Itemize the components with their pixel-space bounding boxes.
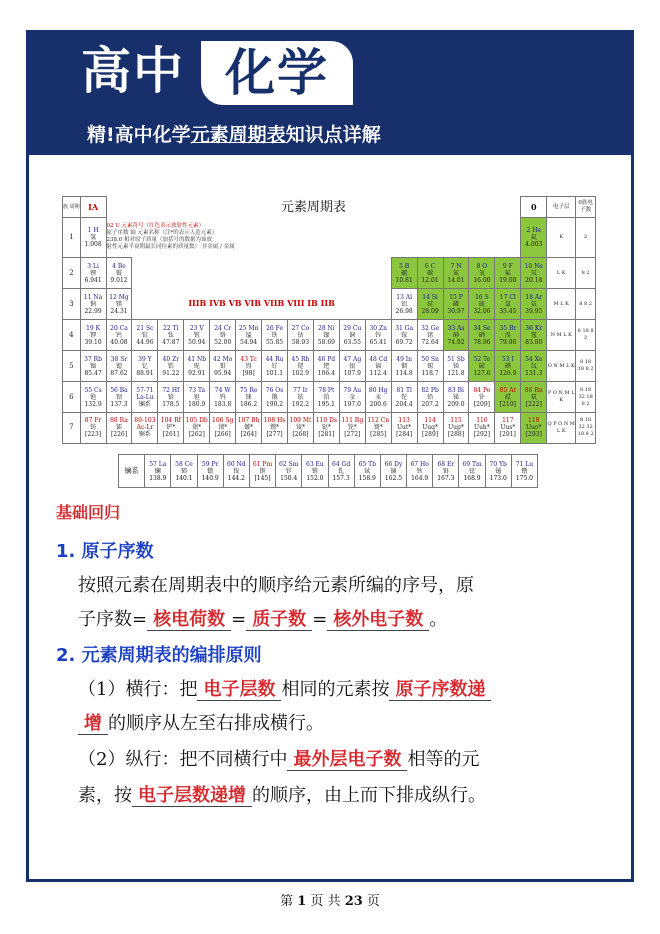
element-cell: 34 Se 硒 78.96 <box>469 320 495 351</box>
element-cell: 40 Zr 锆 91.22 <box>158 351 184 382</box>
element-cell: 33 As 砷 74.92 <box>443 320 469 351</box>
element-cell: 45 Rh 铑 102.9 <box>288 351 314 382</box>
rule-row-line2: 增 的顺序从左至右排成横行。 <box>78 706 324 742</box>
electron-list: 8 2 <box>576 258 596 289</box>
element-cell: 87 Fr 钫 [223] <box>80 412 106 443</box>
lanthanide-cell: 64 Gd 钆 157.3 <box>328 455 354 488</box>
element-cell: 27 Co 钴 58.93 <box>288 320 314 351</box>
element-cell: 111 Rg 𬬭* [272] <box>339 412 365 443</box>
lanthanide-cell: 68 Er 铒 167.3 <box>433 455 459 488</box>
answer-shell-increase: 电子层数递增 <box>132 785 252 807</box>
section-basic-title: 基础回归 <box>56 503 121 522</box>
shell-list: P O N M L K <box>547 382 576 413</box>
element-cell: 28 Ni 镍 58.69 <box>313 320 339 351</box>
period-number: 1 <box>63 218 81 258</box>
element-cell: 75 Re 铼 186.2 <box>236 382 262 413</box>
element-cell: 50 Sn 锡 118.7 <box>417 351 443 382</box>
period-number: 7 <box>63 412 81 443</box>
element-cell: 38 Sr 锶 87.62 <box>106 351 132 382</box>
element-cell: 26 Fe 铁 55.85 <box>262 320 288 351</box>
element-cell: 41 Nb 铌 92.91 <box>184 351 210 382</box>
element-cell: 6 C 碳 12.01 <box>417 258 443 289</box>
answer-nuclear-charge: 核电荷数 <box>147 609 231 631</box>
element-cell: 5 B 硼 10.81 <box>391 258 417 289</box>
lanthanide-table <box>118 454 538 488</box>
periodic-title: 元素周期表 <box>280 199 346 215</box>
element-cell: 2 He 氦 4.003 <box>521 218 547 258</box>
element-cell: 107 Bh 𬭛* [264] <box>236 412 262 443</box>
element-cell: 113 Uut* [284] <box>391 412 417 443</box>
element-cell: 106 Sg 𬭳* [266] <box>210 412 236 443</box>
element-cell: 88 Ra 镭 [226] <box>106 412 132 443</box>
title-gaozhong: 高中 <box>81 42 185 100</box>
element-cell: 16 S 硫 32.06 <box>469 289 495 320</box>
period-number: 6 <box>63 382 81 413</box>
element-cell: 11 Na 钠 22.99 <box>80 289 106 320</box>
page-footer: 第 1 页 共 23 页 <box>280 894 380 909</box>
element-cell: 25 Mn 锰 54.94 <box>236 320 262 351</box>
element-cell: 44 Ru 钌 101.1 <box>262 351 288 382</box>
periodic-table <box>62 196 596 444</box>
shell-list: Q P O N M L K <box>547 412 576 443</box>
element-cell: 24 Cr 铬 52.00 <box>210 320 236 351</box>
group-label: 0 <box>521 197 547 218</box>
element-cell: 13 Al 铝 26.98 <box>391 289 417 320</box>
element-cell: 15 P 磷 30.97 <box>443 289 469 320</box>
electron-list: 8 18 18 8 2 <box>576 351 596 382</box>
element-cell: 7 N 氮 14.01 <box>443 258 469 289</box>
element-cell: 112 Cn 鿔* [285] <box>365 412 391 443</box>
element-cell: 8 O 氧 16.00 <box>469 258 495 289</box>
section1-line2: 子序数= 核电荷数 = 质子数 = 核外电子数 。 <box>78 609 448 630</box>
element-cell: 20 Ca 钙 40.08 <box>106 320 132 351</box>
element-cell: 46 Pd 钯 106.4 <box>313 351 339 382</box>
rule-col-line1: （2）纵行：把不同横行中 最外层电子数 相等的元 <box>78 749 480 770</box>
lanthanide-cell: 70 Yb 镱 173.0 <box>485 455 511 488</box>
element-cell: 115 Uup* [288] <box>443 412 469 443</box>
element-cell: 109 Mt 鿏* [268] <box>288 412 314 443</box>
electron-list: 8 8 2 <box>576 289 596 320</box>
element-cell: 80 Hg 汞 200.6 <box>365 382 391 413</box>
lanthanide-label: 镧系 <box>119 455 145 488</box>
element-cell: 10 Ne 氖 20.18 <box>521 258 547 289</box>
electron-list: 2 <box>576 218 596 258</box>
lanthanide-cell: 61 Pm 钷 [145] <box>249 455 275 488</box>
period-number: 5 <box>63 351 81 382</box>
lanthanide-cell: 59 Pr 镨 140.9 <box>197 455 223 488</box>
element-cell: 57-71 La-Lu 镧系 <box>132 382 158 413</box>
lanthanide-cell: 63 Eu 铕 152.0 <box>302 455 328 488</box>
blank-region: IIIB IVB VB VIB VIIB VIII IB IIB <box>188 298 335 309</box>
element-cell: 17 Cl 氯 35.45 <box>495 289 521 320</box>
element-cell: 43 Tc 锝 [98] <box>236 351 262 382</box>
element-cell: 31 Ga 镓 69.72 <box>391 320 417 351</box>
element-cell: 116 Uuh* [292] <box>469 412 495 443</box>
element-cell: 78 Pt 铂 195.1 <box>313 382 339 413</box>
element-cell: 42 Mo 钼 95.94 <box>210 351 236 382</box>
lanthanide-cell: 65 Tb 铽 158.9 <box>354 455 380 488</box>
rule-col-line2: 素，按 电子层数递增 的顺序，由上而下排成纵行。 <box>78 785 486 806</box>
element-cell: 110 Ds 𫟼* [281] <box>313 412 339 443</box>
element-cell: 77 Ir 铱 192.2 <box>288 382 314 413</box>
lanthanide-cell: 60 Nd 钕 144.2 <box>223 455 249 488</box>
subtitle: 精!高中化学元素周期表知识点详解 <box>87 124 381 146</box>
shell-list: K <box>547 218 576 258</box>
element-cell: 108 Hs 𬭶* [277] <box>262 412 288 443</box>
element-cell: 86 Rn 氡 [222] <box>521 382 547 413</box>
header-banner <box>29 33 631 155</box>
element-cell: 105 Db 钳* [262] <box>184 412 210 443</box>
element-cell: 4 Be 铍 9.012 <box>106 258 132 289</box>
element-cell: 21 Sc 钪 44.96 <box>132 320 158 351</box>
electron-list: 8 18 32 32 18 8 2 <box>576 412 596 443</box>
element-cell: 48 Cd 镉 112.4 <box>365 351 391 382</box>
shell-list: O N M L K <box>547 351 576 382</box>
element-cell: 56 Ba 钡 137.3 <box>106 382 132 413</box>
blank-region: 92 U 元素符号（红色表示放射性元素） 原子序数 铀 元素名称（注*的表示人造元素） 238.0 相对原子质量（加括号的数据为该放 射性元素半衰期最长同位素的质量数） 非金属 / 金属 <box>106 223 235 251</box>
element-cell: 73 Ta 钽 180.9 <box>184 382 210 413</box>
element-cell: 47 Ag 银 107.9 <box>339 351 365 382</box>
element-cell: 104 Rf 铲* [261] <box>158 412 184 443</box>
lanthanide-cell: 57 La 镧 138.9 <box>145 455 171 488</box>
element-cell: 49 In 铟 114.8 <box>391 351 417 382</box>
element-cell: 39 Y 钇 88.91 <box>132 351 158 382</box>
element-cell: 3 Li 锂 6.941 <box>80 258 106 289</box>
element-cell: 22 Ti 钛 47.87 <box>158 320 184 351</box>
shell-list: N M L K <box>547 320 576 351</box>
element-cell: 117 Uus* [291] <box>495 412 521 443</box>
period-number: 4 <box>63 320 81 351</box>
element-cell: 114 Uuq* [289] <box>417 412 443 443</box>
element-cell: 30 Zn 锌 65.41 <box>365 320 391 351</box>
period-number: 3 <box>63 289 81 320</box>
corner-label: 族 周期 <box>63 197 81 218</box>
element-cell: 23 V 钒 50.94 <box>184 320 210 351</box>
element-cell: 19 K 钾 39.10 <box>80 320 106 351</box>
shell-header: 电子层 <box>547 197 576 218</box>
lanthanide-cell: 58 Ce 铈 140.1 <box>171 455 197 488</box>
group-label: IA <box>80 197 106 218</box>
period-number: 2 <box>63 258 81 289</box>
shell-list: M L K <box>547 289 576 320</box>
section2-title: 2. 元素周期表的编排原则 <box>56 645 262 666</box>
element-cell: 52 Te 碲 127.6 <box>469 351 495 382</box>
section1-line1: 按照元素在周期表中的顺序给元素所编的序号，原 <box>78 575 474 596</box>
element-cell: 118 Uuo* [293] <box>521 412 547 443</box>
element-cell: 53 I 碘 126.9 <box>495 351 521 382</box>
answer-shell-count: 电子层数 <box>197 679 281 701</box>
lanthanide-cell: 62 Sm 钐 150.4 <box>276 455 302 488</box>
title-huaxue: 化学 <box>201 41 353 105</box>
element-cell: 85 At 砹 [210] <box>495 382 521 413</box>
element-cell: 76 Os 锇 190.2 <box>262 382 288 413</box>
element-cell: 18 Ar 氩 39.95 <box>521 289 547 320</box>
element-cell: 29 Cu 铜 63.55 <box>339 320 365 351</box>
lanthanide-cell: 66 Dy 镝 162.5 <box>380 455 406 488</box>
element-cell: 72 Hf 铪 178.5 <box>158 382 184 413</box>
element-cell: 84 Po 钋 [209] <box>469 382 495 413</box>
element-cell: 36 Kr 氪 83.80 <box>521 320 547 351</box>
answer-protons: 质子数 <box>246 609 312 631</box>
element-cell: 74 W 钨 183.8 <box>210 382 236 413</box>
electron-list: 8 18 8 2 <box>576 320 596 351</box>
element-cell: 79 Au 金 197.0 <box>339 382 365 413</box>
element-cell: 83 Bi 铋 209.0 <box>443 382 469 413</box>
lanthanide-cell: 69 Tm 铥 168.9 <box>459 455 485 488</box>
element-cell: 12 Mg 镁 24.31 <box>106 289 132 320</box>
electron-list: 8 18 32 18 8 2 <box>576 382 596 413</box>
element-cell: 55 Cs 铯 132.9 <box>80 382 106 413</box>
element-cell: 1 H 氢 1.008 <box>80 218 106 258</box>
element-cell: 82 Pb 铅 207.2 <box>417 382 443 413</box>
element-cell: 32 Ge 锗 72.64 <box>417 320 443 351</box>
electron-header: 0族电子数 <box>576 197 596 218</box>
section1-title: 1. 原子序数 <box>56 541 154 562</box>
blank-region <box>132 258 391 289</box>
element-cell: 35 Br 溴 79.90 <box>495 320 521 351</box>
element-cell: 89-103 Ac-Lr 锕系 <box>132 412 158 443</box>
element-cell: 14 Si 硅 28.09 <box>417 289 443 320</box>
answer-electrons: 核外电子数 <box>327 609 429 631</box>
answer-valence-electrons: 最外层电子数 <box>287 749 407 771</box>
rule-row-line1: （1）横行：把 电子层数 相同的元素按 原子序数递 <box>78 672 491 708</box>
shell-list: L K <box>547 258 576 289</box>
element-cell: 54 Xe 氙 131.3 <box>521 351 547 382</box>
element-cell: 51 Sb 锑 121.8 <box>443 351 469 382</box>
element-cell: 81 Tl 铊 204.4 <box>391 382 417 413</box>
answer-atomic-order-a: 原子序数递 <box>389 679 491 701</box>
lanthanide-cell: 67 Ho 钬 164.9 <box>407 455 433 488</box>
element-cell: 9 F 氟 19.00 <box>495 258 521 289</box>
element-cell: 37 Rb 铷 85.47 <box>80 351 106 382</box>
lanthanide-cell: 71 Lu 镥 175.0 <box>511 455 537 488</box>
answer-atomic-order-b: 增 <box>78 713 108 735</box>
